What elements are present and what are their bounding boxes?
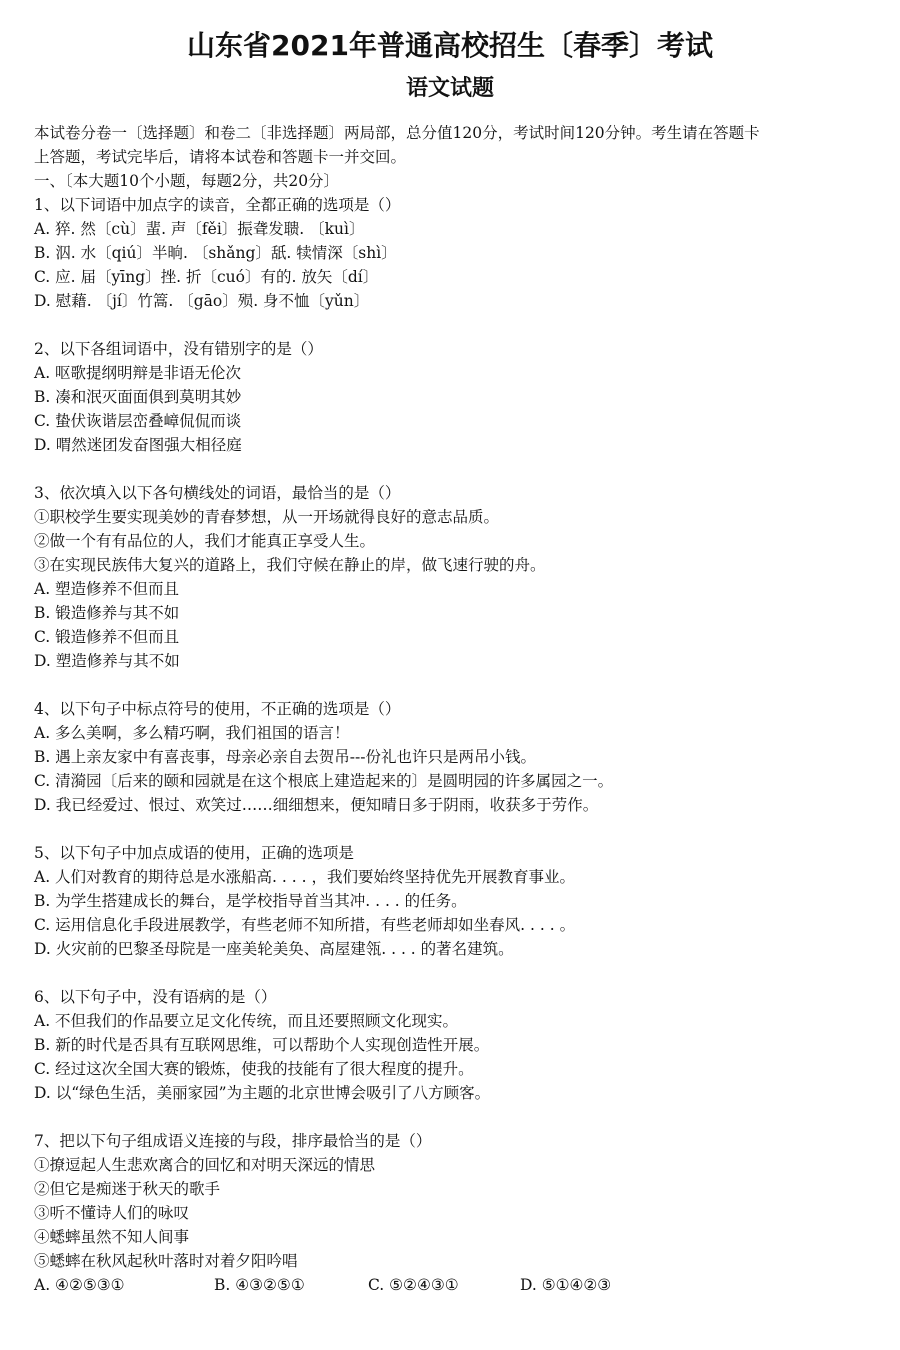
option-d: D. 火灾前的巴黎圣母院是一座美轮美奂、高屋建瓴. . . . 的著名建筑。 (34, 940, 514, 958)
question-2 (34, 337, 874, 457)
question-stem: 7、把以下句子组成语义连接的与段，排序最恰当的是（） (34, 1132, 432, 1150)
option-b: B. 新的时代是否具有互联网思维，可以帮助个人实现创造性开展。 (34, 1036, 490, 1054)
option-b: B. 泅. 水〔qiú〕半晌. 〔shǎng〕舐. 犊情深〔shì〕 (34, 244, 397, 262)
question-4 (34, 697, 874, 817)
question-stem: 2、以下各组词语中，没有错别字的是（） (34, 340, 323, 358)
option-b: B. 凑和泯灭面面俱到莫明其妙 (34, 388, 242, 406)
intro-line: 上答题，考试完毕后，请将本试卷和答题卡一并交回。 (34, 148, 407, 166)
question-stem: 3、依次填入以下各句横线处的词语，最恰当的是（） (34, 484, 401, 502)
option-c: C. ⑤②④③① (368, 1276, 459, 1294)
option-c: C. 经过这次全国大赛的锻炼，使我的技能有了很大程度的提升。 (34, 1060, 474, 1078)
question-6 (34, 985, 874, 1105)
option-b: B. 锻造修养与其不如 (34, 604, 180, 622)
spacer (34, 457, 874, 481)
option-d: D. 以“绿色生活，美丽家园”为主题的北京世博会吸引了八方顾客。 (34, 1084, 491, 1102)
question-stem: 4、以下句子中标点符号的使用，不正确的选项是（） (34, 700, 401, 718)
option-d: D. ⑤①④②③ (520, 1276, 612, 1294)
sentence-1: ①撩逗起人生悲欢离合的回忆和对明天深远的情思 (34, 1156, 376, 1174)
sentence-1: ①职校学生要实现美妙的青春梦想，从一开场就得良好的意志品质。 (34, 508, 500, 526)
spacer (34, 961, 874, 985)
question-stem: 1、以下词语中加点字的读音，全都正确的选项是（） (34, 196, 401, 214)
question-stem: 6、以下句子中，没有语病的是（） (34, 988, 277, 1006)
spacer (34, 673, 874, 697)
option-d: D. 我已经爱过、恨过、欢笑过……细细想来，便知晴日多于阴雨，收获多于劳作。 (34, 796, 599, 814)
option-a: A. 猝. 然〔cù〕蜚. 声〔fěi〕振聋发聩. 〔kuì〕 (34, 220, 365, 238)
question-7 (34, 1129, 874, 1297)
option-c: C. 清漪园〔后来的颐和园就是在这个根底上建造起来的〕是圆明园的许多属园之一。 (34, 772, 614, 790)
option-d: D. 塑造修养与其不如 (34, 652, 180, 670)
sentence-3: ③在实现民族伟大复兴的道路上，我们守候在静止的岸，做飞速行驶的舟。 (34, 556, 546, 574)
sentence-2: ②但它是痴迷于秋天的歌手 (34, 1180, 221, 1198)
option-a: A. 多么美啊，多么精巧啊，我们祖国的语言！ (34, 724, 350, 742)
sentence-5: ⑤蟋蟀在秋风起秋叶落时对着夕阳吟唱 (34, 1252, 298, 1270)
option-a: A. 塑造修养不但而且 (34, 580, 180, 598)
option-a: A. 呕歌提纲明辩是非语无伦次 (34, 364, 242, 382)
question-5 (34, 841, 874, 961)
section-heading: 一、〔本大题10个小题，每题2分，共20分〕 (34, 172, 340, 190)
option-a: A. 人们对教育的期待总是水涨船高. . . . ，我们要始终坚持优先开展教育事业。 (34, 868, 575, 886)
question-3 (34, 481, 874, 673)
page-title: 山东省2021年普通高校招生〔春季〕考试 (187, 29, 713, 62)
option-c: C. 应. 届〔yīng〕挫. 折〔cuó〕有的. 放矢〔dí〕 (34, 268, 379, 286)
answer-options-row (34, 1273, 874, 1297)
option-c: C. 蛰伏诙谐层峦叠嶂侃侃而谈 (34, 412, 242, 430)
option-d: D. 喟然迷团发奋图强大相径庭 (34, 436, 242, 454)
question-stem: 5、以下句子中加点成语的使用，正确的选项是 (34, 844, 354, 862)
question-1 (34, 193, 874, 313)
option-c: C. 运用信息化手段进展教学，有些老师不知所措，有些老师却如坐春风. . . . 。 (34, 916, 576, 934)
spacer (34, 1105, 874, 1129)
sentence-4: ④蟋蟀虽然不知人间事 (34, 1228, 190, 1246)
sentence-2: ②做一个有有品位的人，我们才能真正享受人生。 (34, 532, 376, 550)
intro-line: 本试卷分卷一〔选择题〕和卷二〔非选择题〕两局部，总分值120分，考试时间120分钟。考生请在答题卡 (34, 124, 760, 142)
option-b: B. ④③②⑤① (214, 1276, 305, 1294)
option-c: C. 锻造修养不但而且 (34, 628, 180, 646)
option-b: B. 为学生搭建成长的舞台，是学校指导首当其冲. . . . 的任务。 (34, 892, 467, 910)
spacer (34, 817, 874, 841)
spacer (34, 313, 874, 337)
exam-body (34, 121, 874, 1297)
sentence-3: ③听不懂诗人们的咏叹 (34, 1204, 190, 1222)
option-a: A. ④②⑤③① (34, 1276, 125, 1294)
option-a: A. 不但我们的作品要立足文化传统，而且还要照顾文化现实。 (34, 1012, 459, 1030)
option-d: D. 慰藉. 〔jí〕竹篙. 〔gāo〕殒. 身不恤〔yǔn〕 (34, 292, 370, 310)
intro-section (34, 121, 874, 193)
page-subtitle: 语文试题 (405, 76, 494, 101)
option-b: B. 遇上亲友家中有喜丧事，母亲必亲自去贺吊---份礼也许只是两吊小钱。 (34, 748, 536, 766)
